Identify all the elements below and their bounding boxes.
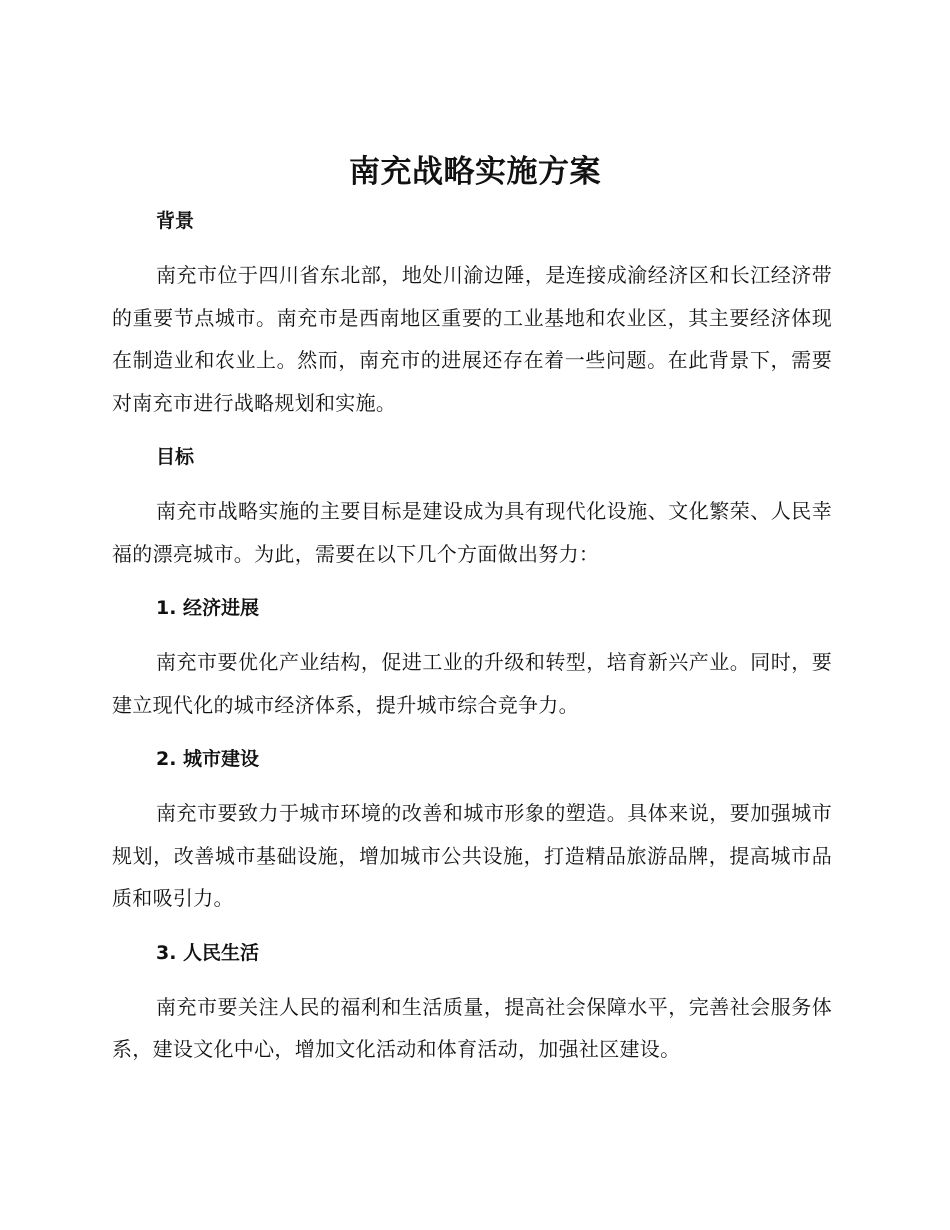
document-body — [112, 202, 832, 1085]
section-paragraph: 南充市要关注人民的福利和生活质量，提高社会保障水平，完善社会服务体系，建设文化中心，增加文化活动和体育活动，加强社区建设。 — [112, 994, 832, 1061]
section-economy — [112, 589, 832, 726]
document-title: 南充战略实施方案 — [349, 154, 601, 190]
section-heading: 3. 人民生活 — [156, 941, 260, 964]
section-background — [112, 202, 832, 424]
section-people-life — [112, 934, 832, 1071]
section-paragraph: 南充市要优化产业结构，促进工业的升级和转型，培育新兴产业。同时，要建立现代化的城市经济体系，提升城市综合竞争力。 — [112, 650, 832, 717]
section-goals — [112, 438, 832, 575]
section-heading: 背景 — [156, 210, 195, 232]
section-paragraph: 南充市要致力于城市环境的改善和城市形象的塑造。具体来说，要加强城市规划，改善城市基础设施，增加城市公共设施，打造精品旅游品牌，提高城市品质和吸引力。 — [112, 801, 832, 910]
section-paragraph: 南充市战略实施的主要目标是建设成为具有现代化设施、文化繁荣、人民幸福的漂亮城市。为此，需要在以下几个方面做出努力： — [112, 499, 832, 566]
section-heading: 目标 — [156, 446, 195, 468]
section-urban-construction — [112, 740, 832, 920]
section-paragraph: 南充市位于四川省东北部，地处川渝边陲，是连接成渝经济区和长江经济带的重要节点城市。南充市是西南地区重要的工业基地和农业区，其主要经济体现在制造业和农业上。然而，南充市的进展还存在着一些问题。在此背景下，需要对南充市进行战略规划和实施。 — [112, 263, 832, 415]
section-heading: 2. 城市建设 — [156, 748, 260, 770]
section-heading: 1. 经济进展 — [156, 597, 260, 619]
